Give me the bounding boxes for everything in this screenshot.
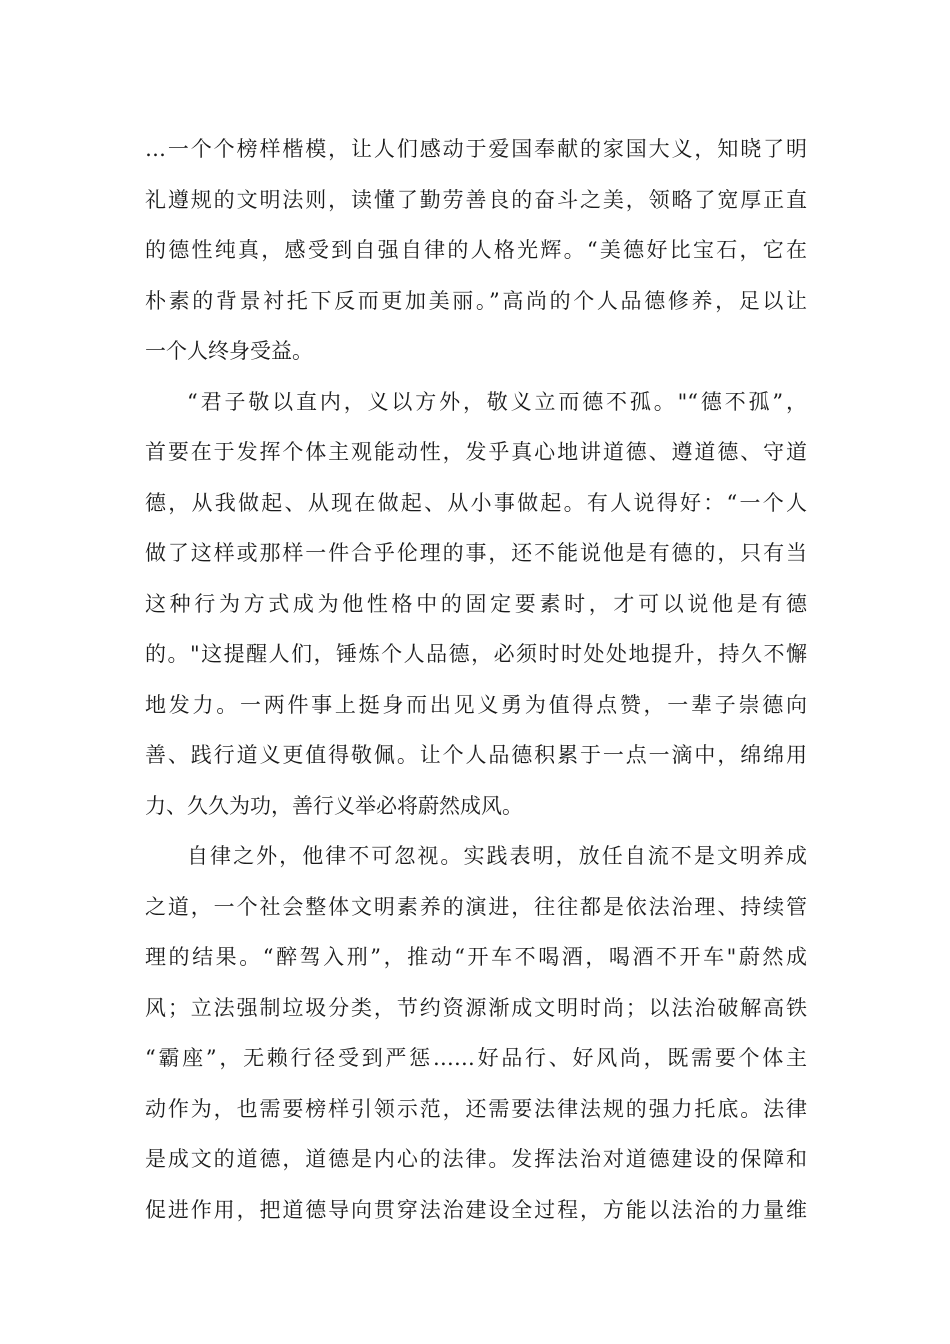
text-line: 是成文的道德，道德是内心的法律。发挥法治对道德建设的保障和 [145, 1147, 807, 1171]
text-line: 首要在于发挥个体主观能动性，发乎真心地讲道德、遵道德、守道 [145, 440, 807, 464]
text-line: 力、久久为功，善行义举必将蔚然成风。 [145, 793, 523, 818]
text-line: 朴素的背景衬托下反而更加美丽。”高尚的个人品德修养，足以让 [145, 288, 807, 313]
text-line: “霸座”，无赖行径受到严惩……好品行、好风尚，既需要个体主 [145, 1046, 807, 1070]
text-line: 风；立法强制垃圾分类，节约资源渐成文明时尚；以法治破解高铁 [145, 995, 807, 1020]
text-line: 动作为，也需要榜样引领示范，还需要法律法规的强力托底。法律 [145, 1096, 807, 1121]
text-line: 这种行为方式成为他性格中的固定要素时，才可以说他是有德 [145, 591, 807, 616]
text-line: 的德性纯真，感受到自强自律的人格光辉。“美德好比宝石，它在 [145, 238, 807, 262]
text-line: “君子敬以直内，义以方外，敬义立而德不孤。"“德不孤”， [187, 389, 807, 414]
text-line: 一个人终身受益。 [145, 339, 313, 363]
text-line: 自律之外，他律不可忽视。实践表明，放任自流不是文明养成 [187, 844, 807, 868]
text-line: 礼遵规的文明法则，读懂了勤劳善良的奋斗之美，领略了宽厚正直 [145, 187, 807, 212]
text-line: 地发力。一两件事上挺身而出见义勇为值得点赞，一辈子崇德向 [145, 692, 807, 717]
text-line: 的。"这提醒人们，锤炼个人品德，必须时时处处地提升，持久不懈 [145, 642, 807, 666]
text-line: 之道，一个社会整体文明素养的演进，往往都是依法治理、持续管 [145, 894, 807, 919]
text-line: 理的结果。“醉驾入刑”，推动“开车不喝酒，喝酒不开车"蔚然成 [145, 945, 807, 969]
text-line: 做了这样或那样一件合乎伦理的事，还不能说他是有德的，只有当 [145, 541, 807, 565]
text-line: 善、践行道义更值得敬佩。让个人品德积累于一点一滴中，绵绵用 [145, 743, 807, 767]
text-line: 德，从我做起、从现在做起、从小事做起。有人说得好：“一个人 [145, 490, 807, 515]
text-line: …一个个榜样楷模，让人们感动于爱国奉献的家国大义，知晓了明 [145, 137, 807, 161]
text-line: 促进作用，把道德导向贯穿法治建设全过程，方能以法治的力量维 [145, 1197, 807, 1222]
body-text [145, 124, 807, 1235]
